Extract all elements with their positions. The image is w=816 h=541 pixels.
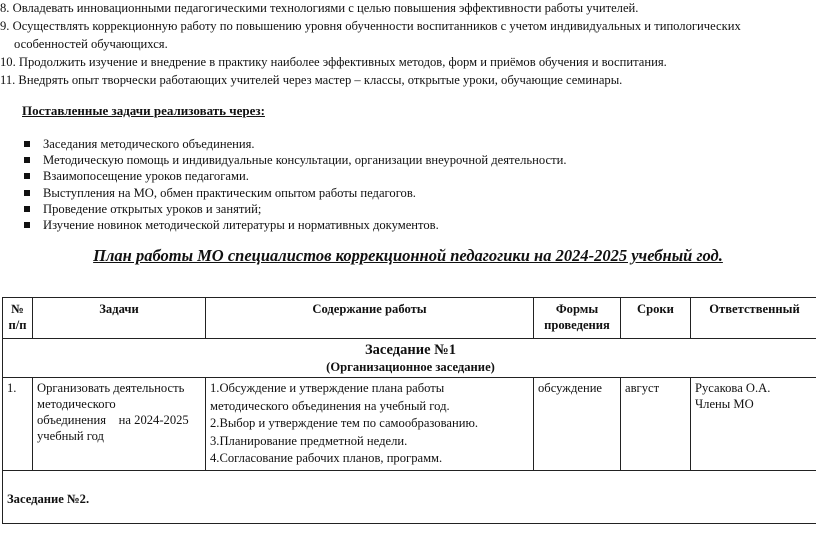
goal-item-9: 9. Осуществлять коррекционную работу по повышению уровня обученности воспитанников с учетом индивидуальных и типологических <box>0 19 741 33</box>
bullet-square-icon <box>24 190 30 196</box>
tasks-list <box>22 136 567 233</box>
row-content: 1.Обсуждение и утверждение плана работы методического объединения на учебный год. 2.Выбор и утверждение тем по самообразованию. 3.Планирование предметной недели. 4.Согласование рабочих планов, программ. <box>206 378 534 471</box>
list-item: Методическую помощь и индивидуальные консультации, организации внеурочной деятельности. <box>22 152 567 168</box>
bullet-square-icon <box>24 222 30 228</box>
goal-item-9-continuation: особенностей обучающихся. <box>14 37 168 51</box>
plan-title: План работы МО специалистов коррекционной педагогики на 2024-2025 учебный год. <box>93 246 723 265</box>
session-1-title: Заседание №1 <box>365 342 456 358</box>
bullet-square-icon <box>24 157 30 163</box>
header-terms: Сроки <box>621 298 691 339</box>
list-item: Выступления на МО, обмен практическим опытом работы педагогов. <box>22 185 567 201</box>
header-tasks: Задачи <box>33 298 206 339</box>
header-responsible: Ответственный <box>691 298 816 339</box>
session-1-subtitle: (Организационное заседание) <box>326 360 495 374</box>
list-item: Взаимопосещение уроков педагогами. <box>22 168 567 184</box>
header-form: Формы проведения <box>534 298 621 339</box>
row-form: обсуждение <box>534 378 621 471</box>
table-header-row <box>3 298 816 339</box>
tasks-heading: Поставленные задачи реализовать через: <box>22 103 265 118</box>
plan-table <box>2 297 816 524</box>
goal-item-10: 10. Продолжить изучение и внедрение в практику наиболее эффективных методов, форм и приёмов обучения и воспитания. <box>0 55 667 69</box>
row-responsible: Русакова О.А. Члены МО <box>691 378 816 471</box>
table-row <box>3 378 816 471</box>
session-2-title: Заседание №2. <box>3 470 816 523</box>
bullet-square-icon <box>24 173 30 179</box>
header-content: Содержание работы <box>206 298 534 339</box>
session-row <box>3 470 816 523</box>
goal-item-11: 11. Внедрять опыт творчески работающих учителей через мастер – классы, открытые уроки, обучающие семинары. <box>0 73 623 87</box>
bullet-square-icon <box>24 206 30 212</box>
list-item: Проведение открытых уроков и занятий; <box>22 201 567 217</box>
bullet-square-icon <box>24 141 30 147</box>
list-item: Изучение новинок методической литературы и нормативных документов. <box>22 217 567 233</box>
session-row <box>3 339 816 378</box>
list-item: Заседания методического объединения. <box>22 136 567 152</box>
row-task: Организовать деятельность методического объединения на 2024-2025 учебный год <box>33 378 206 471</box>
row-number: 1. <box>3 378 33 471</box>
session-1-cell <box>3 339 816 378</box>
header-number: № п/п <box>3 298 33 339</box>
row-term: август <box>621 378 691 471</box>
goal-item-8: 8. Овладевать инновационными педагогическими технологиями с целью повышения эффективности работы учителей. <box>0 1 639 15</box>
